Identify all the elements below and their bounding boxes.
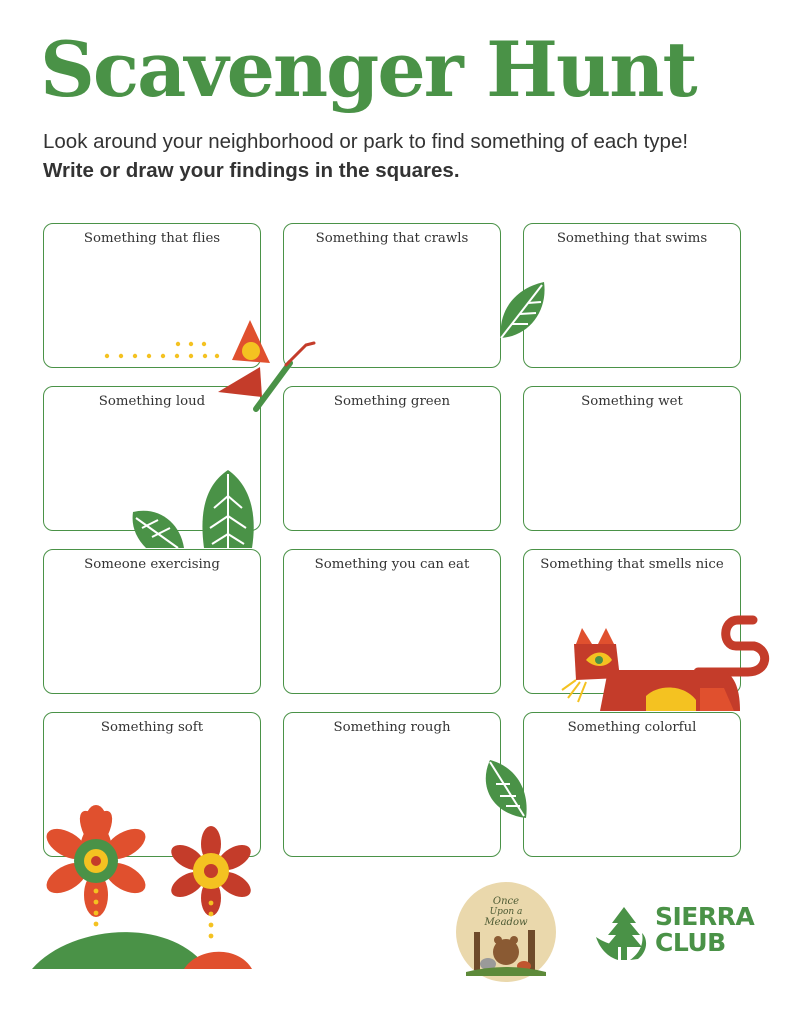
box-label: Something that flies: [83, 231, 221, 246]
box-label: Something soft: [100, 720, 204, 735]
sierra-text: SIERRA: [655, 902, 755, 931]
box-label: Something loud: [98, 394, 206, 409]
flower-icon: [30, 805, 255, 970]
box-rough[interactable]: [283, 712, 501, 857]
once-upon-a-meadow-logo: [456, 882, 556, 982]
sierra-club-tree-icon: [594, 905, 650, 961]
box-label: Something rough: [333, 720, 451, 735]
forest-animals-icon: [466, 926, 546, 976]
box-exercising[interactable]: [43, 549, 261, 694]
leaf-icon: [128, 470, 258, 550]
box-label: Something you can eat: [314, 557, 470, 572]
cat-icon: [558, 610, 778, 715]
sierra-club-wordmark: [655, 904, 754, 956]
badge-line-1: Once: [492, 896, 520, 907]
box-swims[interactable]: [523, 223, 741, 368]
box-colorful[interactable]: [523, 712, 741, 857]
instruction-line: Write or draw your findings in the squares.: [43, 159, 460, 182]
club-text: CLUB: [655, 928, 726, 957]
butterfly-icon: [100, 315, 325, 415]
box-eat[interactable]: [283, 549, 501, 694]
page-title: Scavenger Hunt: [40, 25, 696, 114]
box-label: Something that swims: [556, 231, 708, 246]
box-label: Something that crawls: [315, 231, 469, 246]
box-wet[interactable]: [523, 386, 741, 531]
badge-line-2: Upon a: [489, 907, 523, 917]
leaf-icon: [498, 280, 548, 342]
intro-line: Look around your neighborhood or park to find something of each type!: [43, 130, 689, 153]
leaf-icon: [482, 758, 528, 820]
badge-line-3: Meadow: [484, 917, 528, 928]
box-label: Something that smells nice: [540, 557, 724, 572]
box-label: Someone exercising: [84, 557, 220, 572]
box-label: Something colorful: [567, 720, 697, 735]
box-label: Something green: [333, 394, 451, 409]
intro-text: [43, 127, 773, 185]
box-label: Something wet: [581, 394, 683, 409]
